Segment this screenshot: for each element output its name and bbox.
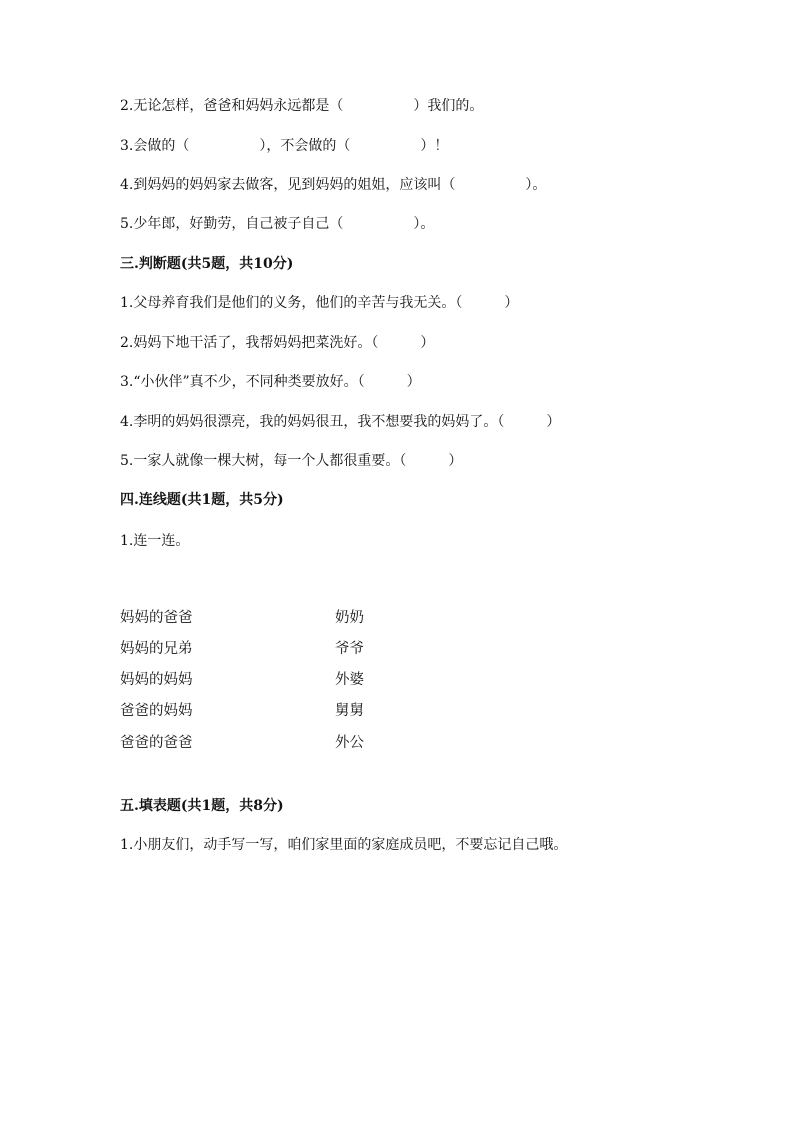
table-fill-question: 1.小朋友们，动手写一写，咱们家里面的家庭成员吧，不要忘记自己哦。 [120,837,568,853]
fill-question-2: 2.无论怎样，爸爸和妈妈永远都是（ ）我们的。 [120,98,484,114]
judge-question-4: 4.李明的妈妈很漂亮，我的妈妈很丑，我不想要我的妈妈了。（ ） [120,414,561,430]
section-heading-matching: 四.连线题(共1题，共5分) [120,492,284,508]
matching-left-item: 爸爸的妈妈 [120,703,193,719]
judge-question-1: 1.父母养育我们是他们的义务，他们的辛苦与我无关。（ ） [120,295,519,311]
matching-right-item: 外公 [335,735,364,751]
matching-right-item: 外婆 [335,672,364,688]
matching-question: 1.连一连。 [120,533,190,549]
judge-question-2: 2.妈妈下地干活了，我帮妈妈把菜洗好。（ ） [120,335,435,351]
section-heading-table-fill: 五.填表题(共1题，共8分) [120,798,284,814]
fill-question-3: 3.会做的（ ），不会做的（ ）！ [120,138,449,154]
matching-left-item: 妈妈的兄弟 [120,641,193,657]
matching-left-item: 妈妈的爸爸 [120,610,193,626]
section-heading-judgment: 三.判断题(共5题，共10分) [120,256,294,272]
judge-question-5: 5.一家人就像一棵大树，每一个人都很重要。（ ） [120,453,463,469]
matching-right-item: 舅舅 [335,703,364,719]
fill-question-4: 4.到妈妈的妈妈家去做客，见到妈妈的姐姐，应该叫（ ）。 [120,177,547,193]
judge-question-3: 3.“小伙伴”真不少，不同种类要放好。（ ） [120,374,421,390]
matching-right-item: 奶奶 [335,610,364,626]
matching-left-item: 妈妈的妈妈 [120,672,193,688]
fill-question-5: 5.少年郎，好勤劳，自己被子自己（ ）。 [120,216,435,232]
matching-right-item: 爷爷 [335,641,364,657]
matching-left-item: 爸爸的爸爸 [120,735,193,751]
